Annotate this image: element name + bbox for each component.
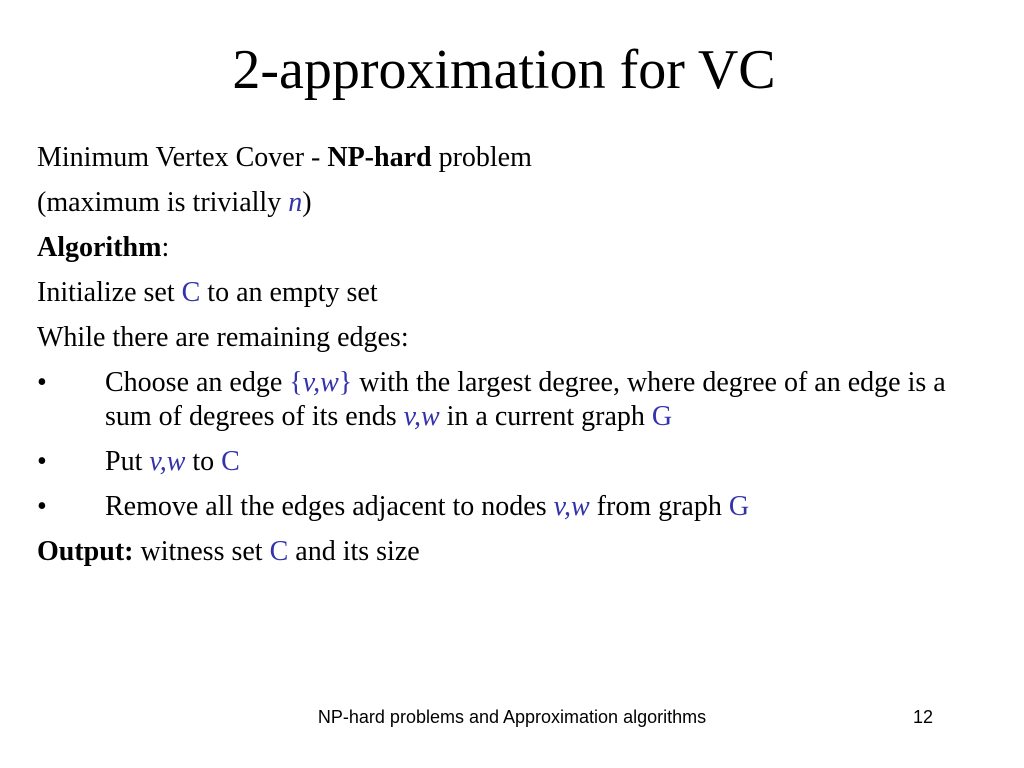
problem-line xyxy=(37,141,987,175)
brace-close: } xyxy=(338,367,353,398)
initialize-prefix: Initialize set xyxy=(37,277,182,308)
bullet-put-vertices xyxy=(37,445,987,479)
footer-text: NP-hard problems and Approximation algorithms xyxy=(317,707,707,727)
initialize-line xyxy=(37,276,987,310)
footer-title xyxy=(0,707,1024,728)
bullet-text xyxy=(105,490,987,524)
maximum-note-suffix: ) xyxy=(302,187,312,218)
slide-title: 2-approximation for VC xyxy=(232,39,776,101)
bullet-text xyxy=(105,445,987,479)
graph-g: G xyxy=(728,491,750,522)
variable-n: n xyxy=(288,187,303,218)
set-c: C xyxy=(269,536,289,567)
bullet-text-part: Remove all the edges adjacent to nodes xyxy=(105,491,554,522)
bullet-text-part: from graph xyxy=(589,491,729,522)
output-prefix: witness set xyxy=(133,536,270,567)
vertex-vars: v,w xyxy=(149,446,186,477)
maximum-note-prefix: (maximum is trivially xyxy=(37,187,289,218)
page-number: 12 xyxy=(913,707,934,727)
bullet-mark: • xyxy=(37,367,47,398)
maximum-note-line xyxy=(37,186,987,220)
algorithm-heading xyxy=(37,231,987,265)
while-line: While there are remaining edges: xyxy=(37,322,409,353)
bullet-remove-edges xyxy=(37,490,987,524)
bullet-text-part: to xyxy=(185,446,222,477)
algorithm-label: Algorithm xyxy=(37,232,162,263)
bullet-text-part: Choose an edge xyxy=(105,367,290,398)
slide-body xyxy=(37,141,987,580)
output-line xyxy=(37,535,987,569)
bullet-text xyxy=(105,366,987,434)
edge-vars: v,w xyxy=(302,367,339,398)
bullet-mark: • xyxy=(37,446,47,477)
bullet-mark: • xyxy=(37,491,47,522)
problem-suffix: problem xyxy=(431,142,532,173)
set-c: C xyxy=(181,277,201,308)
node-vars: v,w xyxy=(553,491,590,522)
np-hard-term: NP-hard xyxy=(327,142,432,173)
output-label: Output: xyxy=(37,536,134,567)
graph-g: G xyxy=(651,401,673,432)
initialize-suffix: to an empty set xyxy=(200,277,378,308)
bullet-text-part: Put xyxy=(105,446,150,477)
brace-open: { xyxy=(289,367,303,398)
problem-prefix: Minimum Vertex Cover - xyxy=(37,142,328,173)
bullet-text-part: in a current graph xyxy=(439,401,652,432)
bullet-text-part: with the largest degree, where degree of an edge is a sum of degrees of its ends xyxy=(105,367,946,432)
end-vars: v,w xyxy=(403,401,440,432)
output-suffix: and its size xyxy=(288,536,420,567)
set-c: C xyxy=(221,446,240,477)
bullet-choose-edge xyxy=(37,366,987,434)
algorithm-colon: : xyxy=(161,232,170,263)
